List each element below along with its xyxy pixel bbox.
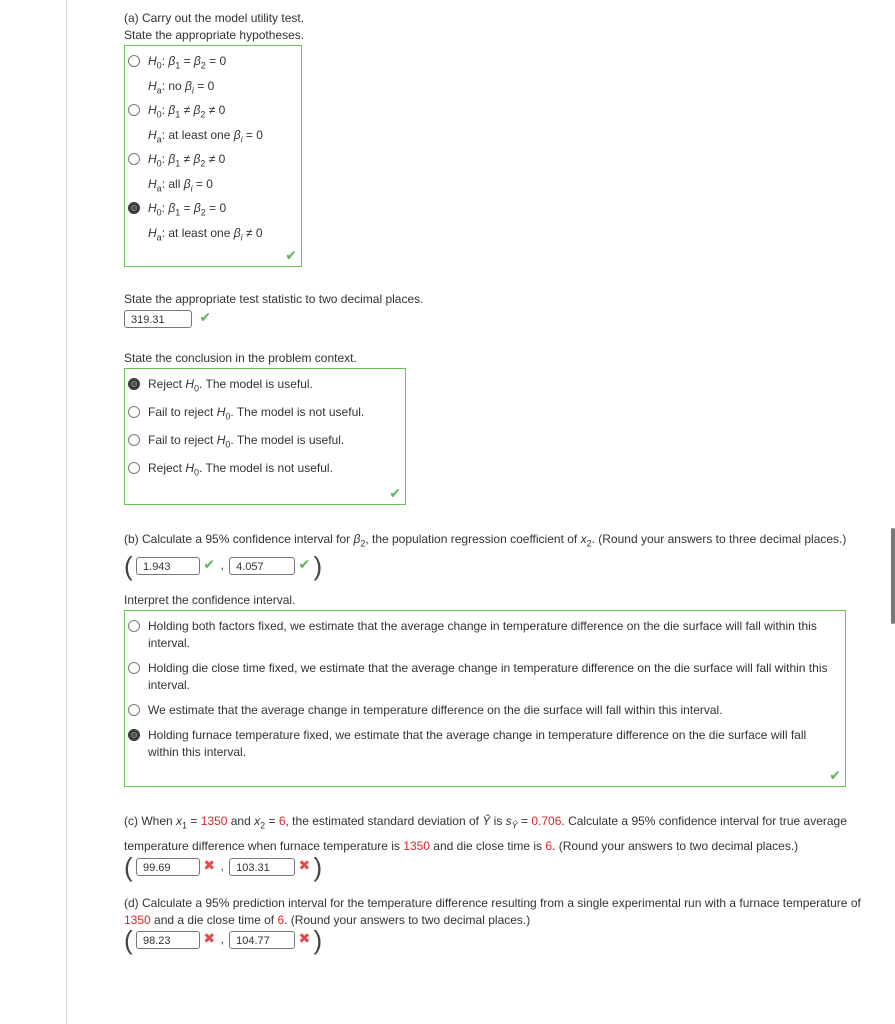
part-d-interval — [124, 924, 869, 955]
radio-button[interactable] — [128, 434, 140, 446]
left-paren: ( — [124, 924, 133, 955]
hypotheses-prompt: State the appropriate hypotheses. — [124, 28, 305, 42]
hypothesis-option-2[interactable]: $H_0$: $\beta_1 \ne \beta_2 \ne 0$ $H_a$: at least one $\beta_i = 0$ — [128, 102, 263, 149]
part-b-question: (b) Calculate a 95% confidence interval for $\beta_2$, the population regression coefficient of $x_2$. (Round your answers to three decimal places.) — [124, 531, 847, 549]
conclusion-option-2[interactable]: Fail to reject $H_0$. The model is not useful. — [128, 404, 364, 425]
test-stat-input[interactable]: 319.31 — [124, 310, 192, 328]
radio-button[interactable] — [128, 153, 140, 165]
question-content — [124, 0, 869, 955]
incorrect-x-icon: ✖ — [298, 929, 311, 946]
conclusion-box — [124, 368, 406, 505]
radio-button-selected[interactable] — [128, 729, 140, 741]
left-paren: ( — [124, 551, 133, 582]
interpret-option-3[interactable]: We estimate that the average change in temperature difference on the die surface will fall within this interval. — [128, 702, 828, 719]
comma: , — [220, 858, 224, 873]
hypothesis-option-4[interactable]: $H_0$: $\beta_1 = \beta_2 = 0$ $H_a$: at least one $\beta_i \ne 0$ — [128, 200, 263, 247]
conclusion-option-3[interactable]: Fail to reject $H_0$. The model is useful. — [128, 432, 344, 453]
radio-button-selected[interactable] — [128, 202, 140, 214]
radio-button[interactable] — [128, 104, 140, 116]
part-c-interval — [124, 851, 869, 882]
part-b-interval — [124, 551, 869, 582]
right-paren: ) — [313, 551, 323, 582]
interpret-option-1[interactable]: Holding both factors fixed, we estimate that the average change in temperature difference on the die surface will fall within this interval. — [128, 618, 828, 652]
part-d-question: (d) Calculate a 95% prediction interval for the temperature difference resulting from a single experimental run with a furnace temperature of 1350 and a die close time of 6. (Round your answers to two decimal places.) — [124, 895, 861, 927]
hypotheses-box — [124, 45, 302, 267]
correct-check-icon: ✔ — [203, 556, 216, 573]
radio-button[interactable] — [128, 55, 140, 67]
interpret-prompt: Interpret the confidence interval. — [124, 593, 296, 608]
ci-upper-input[interactable]: 4.057 — [229, 557, 295, 575]
right-paren: ) — [313, 924, 323, 955]
incorrect-x-icon: ✖ — [298, 856, 311, 873]
radio-button[interactable] — [128, 620, 140, 632]
radio-button[interactable] — [128, 704, 140, 716]
conclusion-prompt: State the conclusion in the problem context. — [124, 350, 357, 365]
scrollbar-thumb[interactable] — [891, 528, 895, 624]
comma: , — [220, 558, 224, 573]
page-left-border — [66, 0, 67, 1024]
part-c-question: (c) When $x_1 = 1350$ and $x_2 = 6$, the estimated standard deviation of Ŷ is $s_Ŷ = 0.706$. Calculate a 95% confidence interval for true average temperature difference when furnace temperature is 1350 and die close time is 6. (Round your answers to two decimal places.) — [124, 814, 847, 853]
part-a-heading: (a) Carry out the model utility test. — [124, 11, 305, 25]
left-paren: ( — [124, 851, 133, 882]
interpret-option-2[interactable]: Holding die close time fixed, we estimate that the average change in temperature difference on the die surface will fall within this interval. — [128, 660, 828, 694]
ci-lower-input[interactable]: 1.943 — [136, 557, 200, 575]
interpret-option-4[interactable]: Holding furnace temperature fixed, we estimate that the average change in temperature difference on the die surface will fall within this interval. — [128, 727, 828, 761]
hypothesis-option-3[interactable]: $H_0$: $\beta_1 \ne \beta_2 \ne 0$ $H_a$: all $\beta_i = 0$ — [128, 151, 225, 198]
ci-lower-input[interactable]: 99.69 — [136, 858, 200, 876]
test-stat-prompt: State the appropriate test statistic to two decimal places. — [124, 292, 424, 306]
ci-upper-input[interactable]: 103.31 — [229, 858, 295, 876]
interpret-box — [124, 610, 846, 787]
incorrect-x-icon: ✖ — [203, 929, 216, 946]
correct-check-icon: ✔ — [298, 556, 311, 573]
radio-button[interactable] — [128, 406, 140, 418]
correct-check-icon: ✔ — [199, 309, 212, 325]
conclusion-option-4[interactable]: Reject $H_0$. The model is not useful. — [128, 460, 333, 481]
radio-button-selected[interactable] — [128, 378, 140, 390]
conclusion-option-1[interactable]: Reject $H_0$. The model is useful. — [128, 376, 313, 397]
incorrect-x-icon: ✖ — [203, 856, 216, 873]
correct-check-icon: ✔ — [285, 247, 297, 263]
hypothesis-option-1[interactable]: $H_0$: $\beta_1 = \beta_2 = 0$ $H_a$: no $\beta_i = 0$ — [128, 53, 226, 100]
right-paren: ) — [313, 851, 323, 882]
radio-button[interactable] — [128, 462, 140, 474]
comma: , — [220, 931, 224, 946]
pi-lower-input[interactable]: 98.23 — [136, 931, 200, 949]
correct-check-icon: ✔ — [829, 767, 841, 784]
radio-button[interactable] — [128, 662, 140, 674]
correct-check-icon: ✔ — [389, 484, 401, 501]
pi-upper-input[interactable]: 104.77 — [229, 931, 295, 949]
